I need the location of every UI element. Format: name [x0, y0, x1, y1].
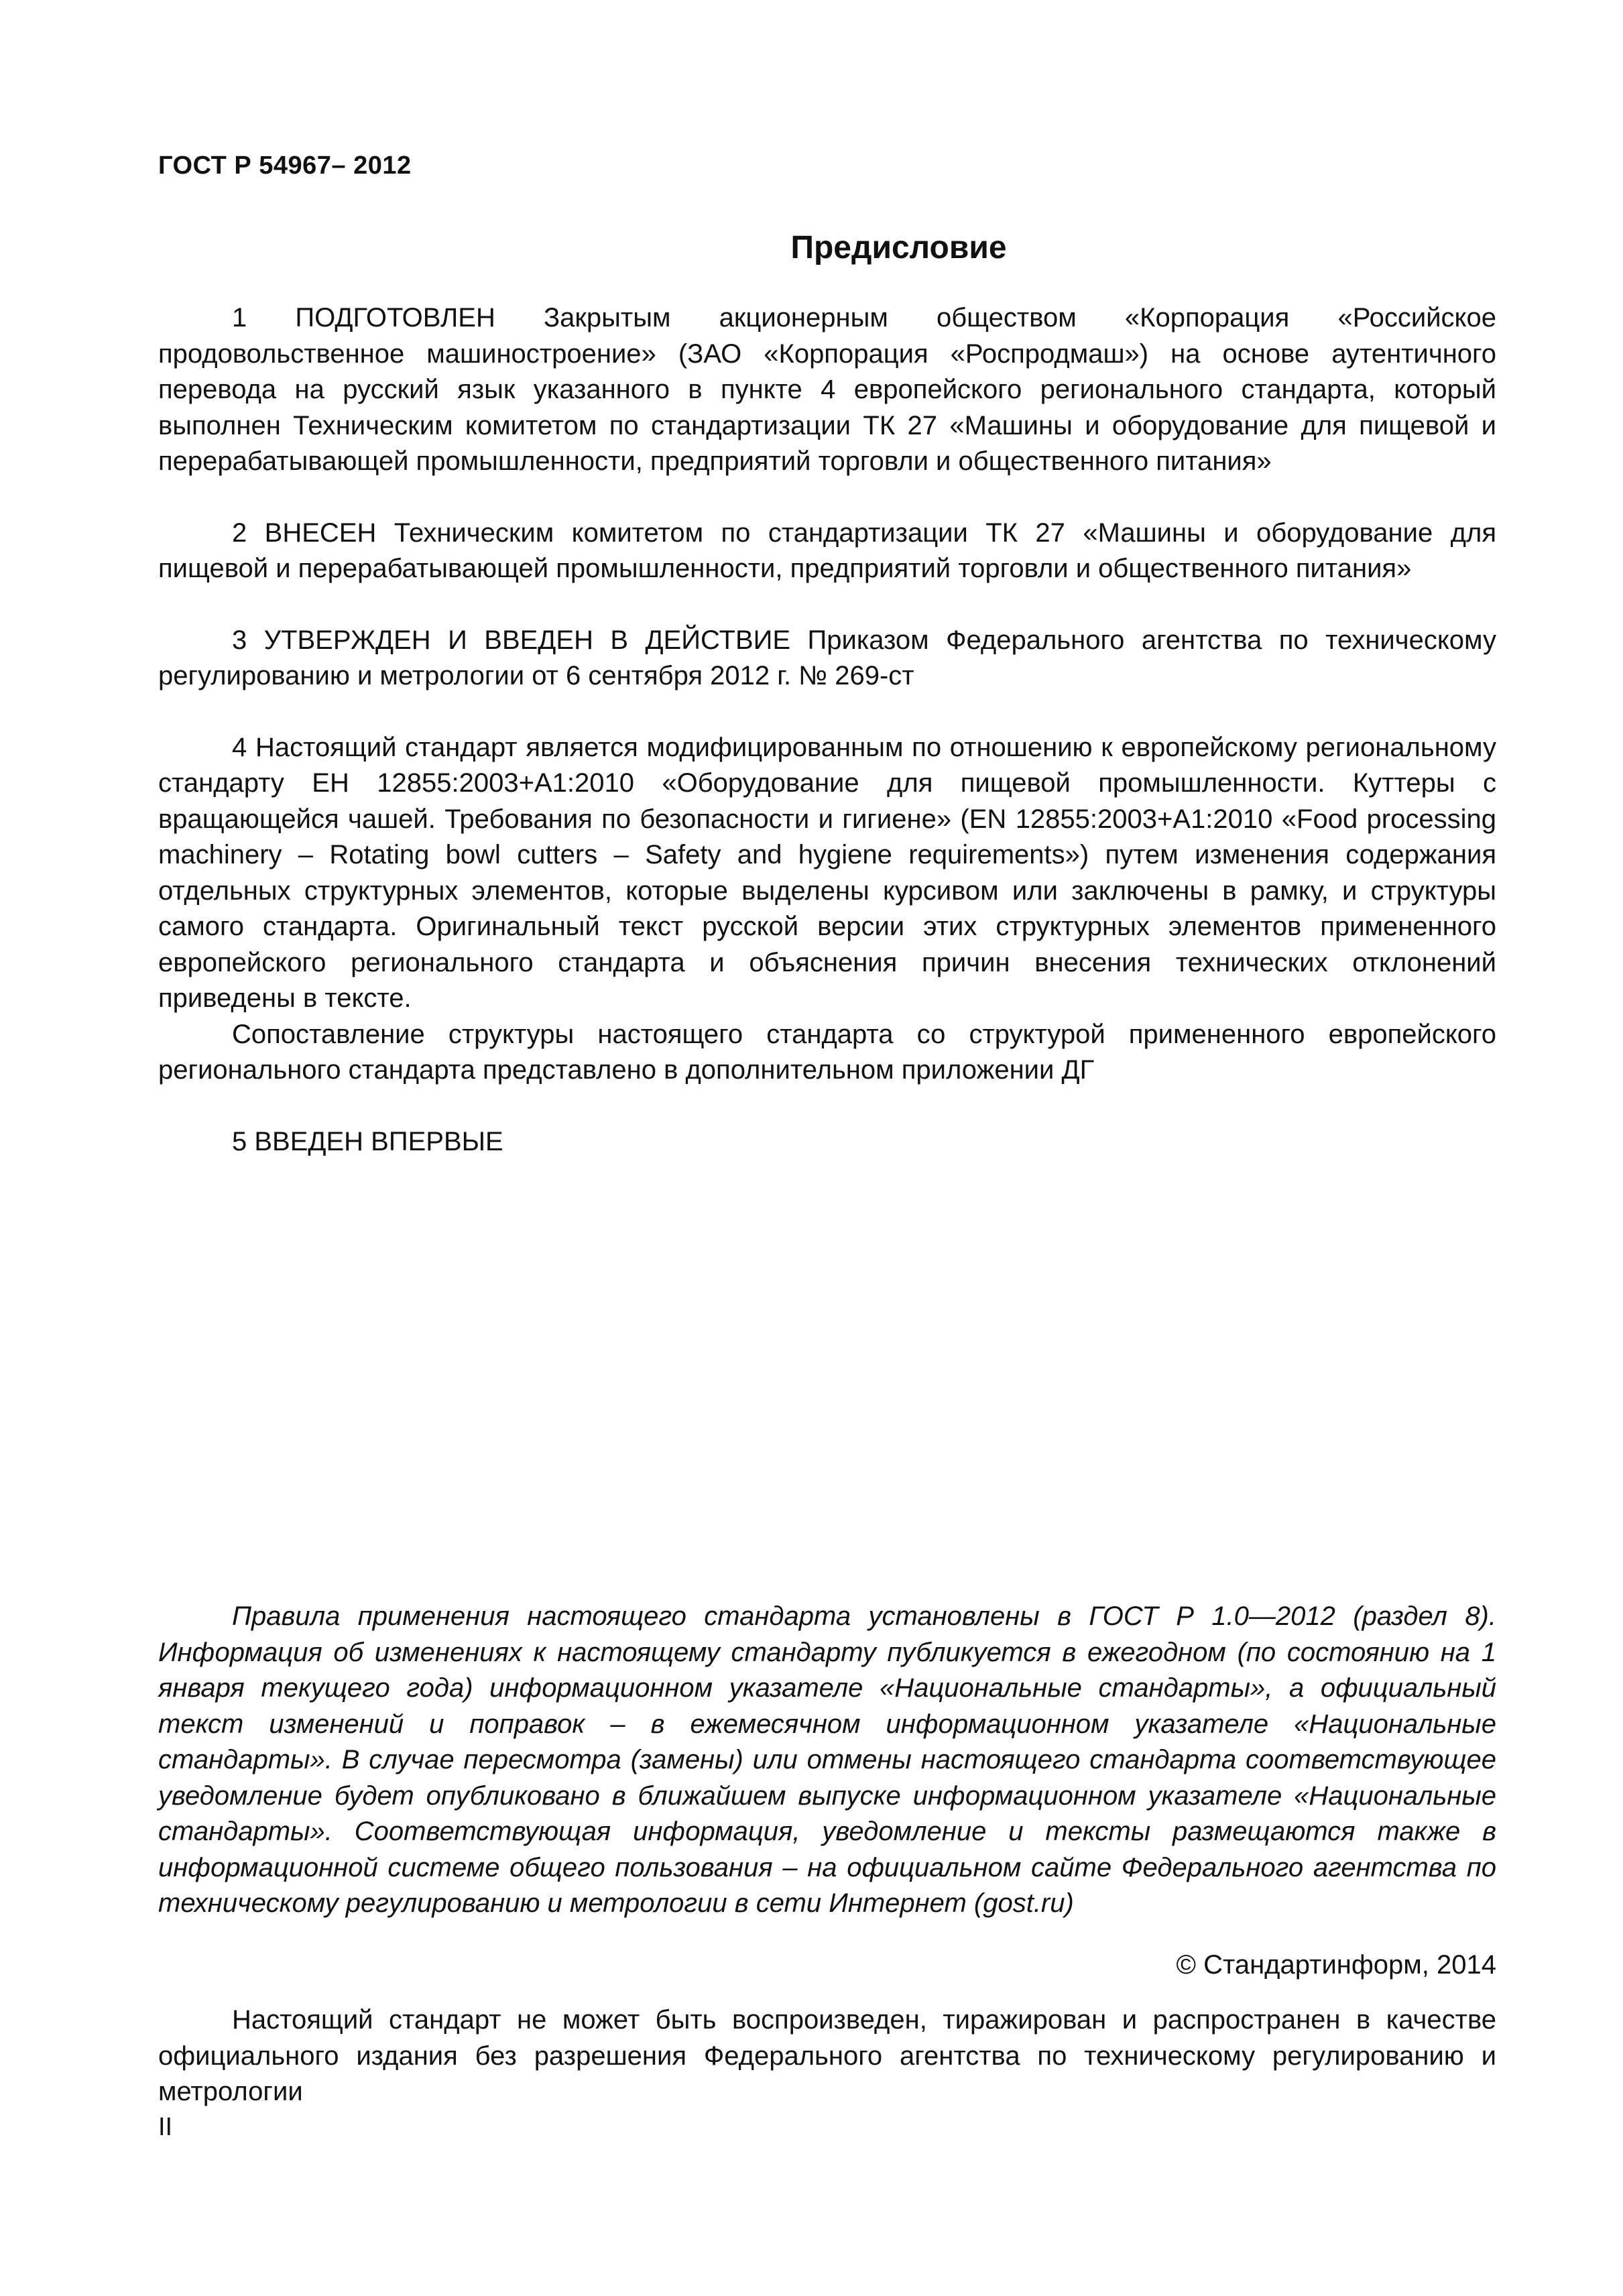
document-code: ГОСТ Р 54967– 2012: [158, 152, 412, 180]
application-rules-notice: Правила применения настоящего стандарта установлены в ГОСТ Р 1.0—2012 (раздел 8). Информация об изменениях к настоящему стандарту публикуется в ежегодном (по состоянию на 1 января текущего года) информационном указателе «Национальные стандарты», а официальный текст изменений и поправок – в ежемесячном информационном указателе «Национальные стандарты». В случае пересмотра (замены) или отмены настоящего стандарта соответствующее уведомление будет опубликовано в ближайшем выпуске информационном указателе «Национальные стандарты». Соответствующая информация, уведомление и тексты размещаются также в информационной системе общего пользования – на официальном сайте Федерального агентства по техническому регулированию и метрологии в сети Интернет (gost.ru): [158, 1602, 1496, 1918]
copyright: © Стандартинформ, 2014: [1176, 1950, 1496, 1980]
paragraph-first-introduced: 5 ВВЕДЕН ВПЕРВЫЕ: [232, 1126, 503, 1156]
page-number: II: [158, 2113, 173, 2141]
paragraph-prepared: 1 ПОДГОТОВЛЕН Закрытым акционерным обществом «Корпорация «Российское продовольственное машиностроение» (ЗАО «Корпорация «Роспродмаш») на основе аутентичного перевода на русский язык указанного в пункте 4 европейского регионального стандарта, который выполнен Техническим комитетом по стандартизации ТК 27 «Машины и оборудование для пищевой и перерабатывающей промышленности, предприятий торговли и общественного питания»: [158, 303, 1496, 476]
foreword-body: [158, 300, 1496, 1160]
paragraph-modified: 4 Настоящий стандарт является модифицированным по отношению к европейскому региональному стандарту ЕН 12855:2003+А1:2010 «Оборудование для пищевой промышленности. Куттеры с вращающейся чашей. Требования по безопасности и гигиене» (EN 12855:2003+A1:2010 «Food processing machinery – Rotating bowl cutters – Safety and hygiene requirements») путем изменения содержания отдельных структурных элементов, которые выделены курсивом или заключены в рамку, и структуры самого стандарта. Оригинальный текст русской версии этих структурных элементов примененного европейского регионального стандарта и объяснения причин внесения технических отклонений приведены в тексте.: [158, 732, 1496, 1013]
paragraph-approved: 3 УТВЕРЖДЕН И ВВЕДЕН В ДЕЙСТВИЕ Приказом Федерального агентства по техническому регулированию и метрологии от 6 сентября 2012 г. № 269-ст: [158, 625, 1496, 690]
page-title: Предисловие: [790, 230, 1007, 265]
paragraph-introduced: 2 ВНЕСЕН Техническим комитетом по стандартизации ТК 27 «Машины и оборудование для пищевой и перерабатывающей промышленности, предприятий торговли и общественного питания»: [158, 518, 1496, 583]
paragraph-structure-comparison: Сопоставление структуры настоящего стандарта со структурой примененного европейского регионального стандарта представлено в дополнительном приложении ДГ: [158, 1019, 1496, 1085]
reproduction-notice: Настоящий стандарт не может быть воспроизведен, тиражирован и распространен в качестве официального издания без разрешения Федерального агентства по техническому регулированию и метрологии: [158, 2005, 1496, 2106]
